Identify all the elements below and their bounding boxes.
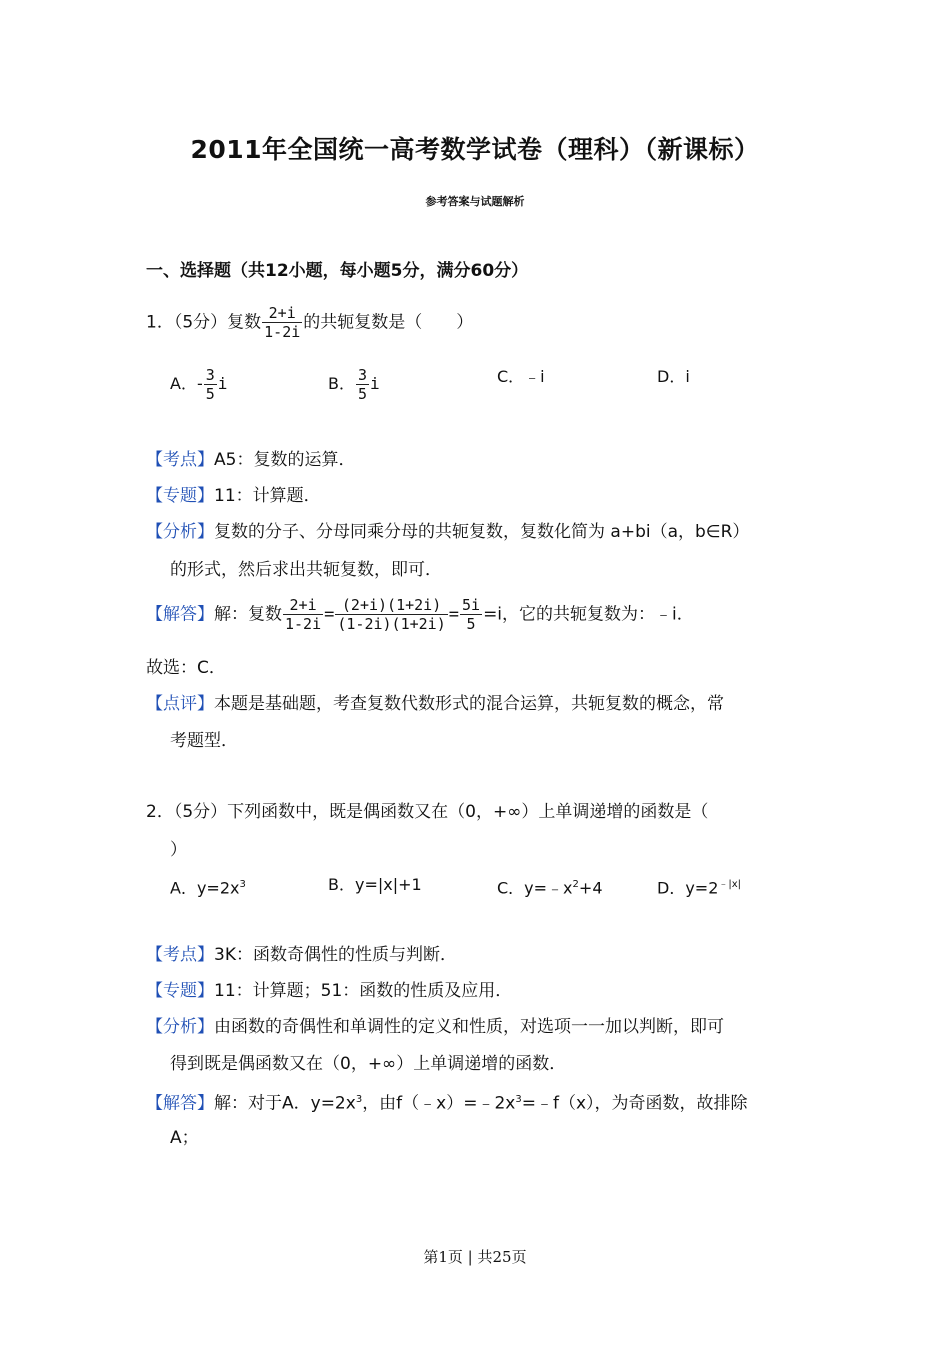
- q2-fenxi-cont: 得到既是偶函数又在（0，+∞）上单调递增的函数．: [170, 1054, 567, 1074]
- q1-zhuanti: 【专题】11：计算题．: [146, 486, 321, 506]
- q1-fenxi: 【分析】复数的分子、分母同乘分母的共轭复数，复数化简为 a+bi（a，b∈R）: [146, 522, 750, 542]
- q1-dianping-cont: 考题型．: [170, 731, 238, 751]
- q2-stem: 2．（5分）下列函数中，既是偶函数又在（0，+∞）上单调递增的函数是（: [146, 802, 709, 822]
- q1-guxuan: 故选：C．: [146, 658, 226, 678]
- q2-option-c: C．$y=﹣x^2+4$: [497, 878, 603, 898]
- q1-fraction: $\frac{2+i}{1-2i}$: [264, 304, 301, 341]
- q1-option-b: B． $\frac{3}{5}$ i: [328, 366, 380, 403]
- page-footer: 第1页 | 共25页: [423, 1248, 527, 1266]
- q1-option-c: C．﹣i: [497, 367, 545, 386]
- q2-zhuanti: 【专题】11：计算题；51：函数的性质及应用．: [146, 981, 513, 1001]
- q2-option-a: A．$y=2x^3$: [170, 878, 246, 898]
- q1-fenxi-cont: 的形式，然后求出共轭复数，即可．: [170, 560, 442, 580]
- q2-kaodian: 【考点】3K：函数奇偶性的性质与判断．: [146, 945, 457, 965]
- q1-jieda: 【解答】解：复数 $\frac{2+i}{1-2i}$ = $\frac{(2+i)(1+2i)}{(1-2i)(1+2i)}$ = $\frac{5i}{5}$ =i，它的共轭复数为：﹣i．: [146, 596, 694, 633]
- section-heading: 一、选择题（共12小题，每小题5分，满分60分）: [146, 261, 529, 281]
- page-title: 2011年全国统一高考数学试卷（理科）（新课标）: [190, 135, 760, 164]
- q1-option-d: D．i: [657, 367, 690, 386]
- q1-stem: 1．（5分）复数 $\frac{2+i}{1-2i}$ 的共轭复数是（ ）: [146, 304, 474, 341]
- q2-stem-cont: ）: [170, 840, 187, 860]
- q2-jieda: 【解答】解：对于A．$y=2x^3$，由$f(﹣x)=﹣2x^3=﹣f(x)$，为奇函数，故排除: [146, 1093, 748, 1114]
- q1-dianping: 【点评】本题是基础题，考查复数代数形式的混合运算，共轭复数的概念，常: [146, 694, 724, 714]
- q1-option-a: A．- $\frac{3}{5}$ i: [170, 366, 228, 403]
- q2-jieda-cont: A；: [170, 1128, 199, 1148]
- q2-option-d: D．$y=2^{﹣|x|}$: [657, 878, 742, 898]
- q1-kaodian: 【考点】A5：复数的运算．: [146, 450, 356, 470]
- q2-option-b: B．y=|x|+1: [328, 875, 422, 894]
- q2-fenxi: 【分析】由函数的奇偶性和单调性的定义和性质，对选项一一加以判断，即可: [146, 1017, 724, 1037]
- page-subtitle: 参考答案与试题解析: [425, 195, 525, 208]
